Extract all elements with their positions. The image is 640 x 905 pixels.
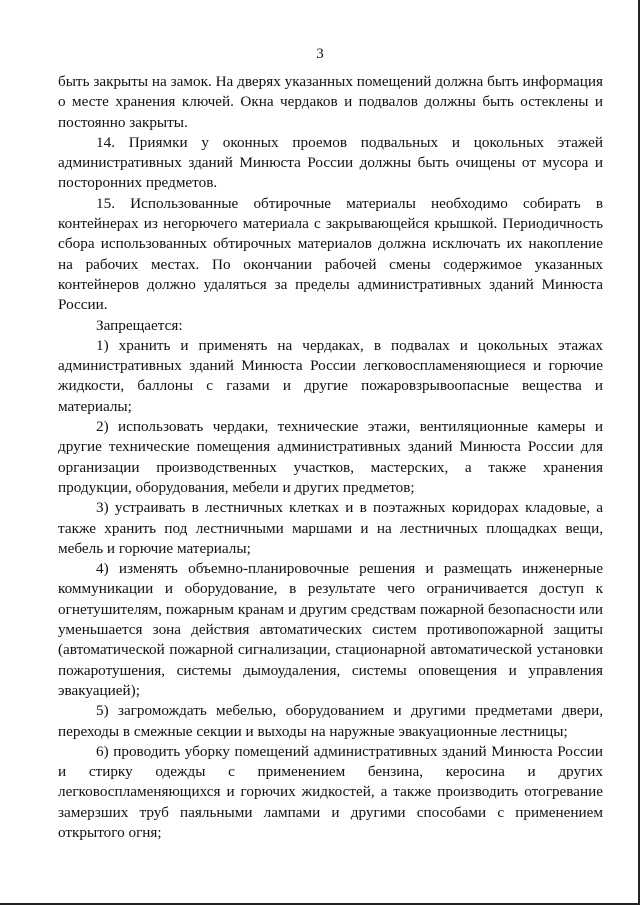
paragraph-prohibited-heading: Запрещается: bbox=[96, 316, 183, 334]
list-item-2: 2) использовать чердаки, технические этажи, вентиляционные камеры и другие технические помещения административных зданий Минюста России для организации производственных участков, мастерских, а также хранения продукции, оборудования, мебели и других предметов; bbox=[58, 418, 603, 496]
paragraph-item-15: 15. Использованные обтирочные материалы необходимо собирать в контейнерах из негорючего материала с закрывающейся крышкой. Периодичность сбора использованных обтирочных материалов должна исключать их накопление на рабочих местах. По окончании рабочей смены содержимое указанных контейнеров должно удаляться за пределы административных зданий Минюста России. bbox=[58, 194, 603, 314]
document-body bbox=[58, 72, 603, 843]
paragraph-item-14: 14. Приямки у оконных проемов подвальных и цокольных этажей административных зданий Минюста России должны быть очищены от мусора и посторонних предметов. bbox=[58, 133, 603, 192]
page-number: 3 bbox=[316, 46, 324, 62]
list-item-5: 5) загромождать мебелью, оборудованием и другими предметами двери, переходы в смежные секции и выходы на наружные эвакуационные лестницы; bbox=[58, 702, 603, 740]
list-item-4: 4) изменять объемно-планировочные решения и размещать инженерные коммуникации и оборудование, в результате чего ограничивается доступ к огнетушителям, пожарным кранам и другим средствам пожарной безопасности или уменьшается зона действия автоматических систем противопожарной защиты (автоматической пожарной сигнализации, стационарной автоматической установки пожаротушения, системы дымоудаления, системы оповещения и управления эвакуацией); bbox=[58, 560, 603, 699]
list-item-6: 6) проводить уборку помещений административных зданий Минюста России и стирку одежды с применением бензина, керосина и других легковоспламеняющихся и горючих жидкостей, а также производить отогревание замерзших труб паяльными лампами и другими способами с применением открытого огня; bbox=[58, 742, 603, 841]
paragraph-continuation: быть закрыты на замок. На дверях указанных помещений должна быть информация о месте хранения ключей. Окна чердаков и подвалов должны быть остеклены и постоянно закрыты. bbox=[58, 73, 603, 131]
list-item-3: 3) устраивать в лестничных клетках и в поэтажных коридорах кладовые, а также хранить под лестничными маршами и на лестничных площадках вещи, мебель и горючие материалы; bbox=[58, 499, 603, 557]
list-item-1: 1) хранить и применять на чердаках, в подвалах и цокольных этажах административных зданий Минюста России легковоспламеняющиеся и горючие жидкости, баллоны с газами и другие пожаровзрывоопасные вещества и материалы; bbox=[58, 336, 603, 415]
